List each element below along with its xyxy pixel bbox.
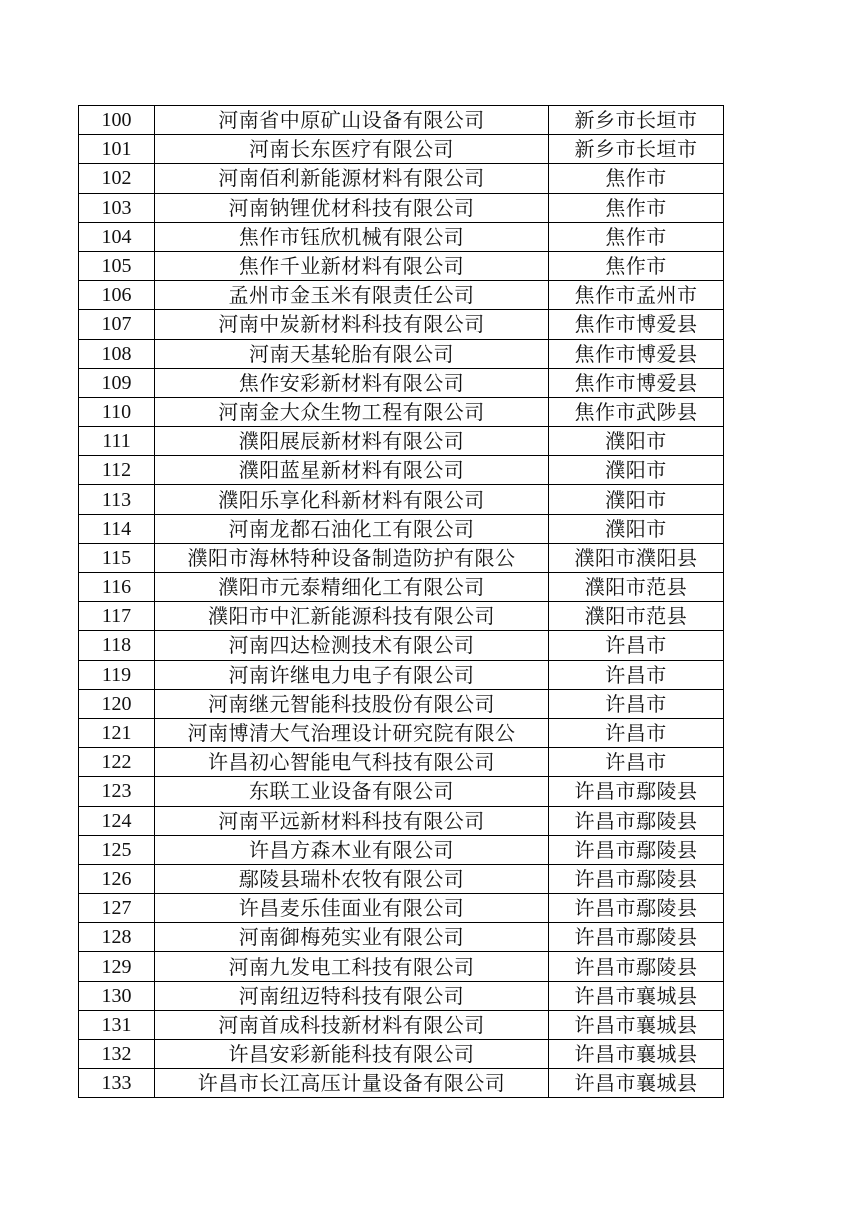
location: 许昌市襄城县 [549, 981, 724, 1010]
row-number: 115 [79, 543, 155, 572]
row-number: 130 [79, 981, 155, 1010]
location: 许昌市鄢陵县 [549, 864, 724, 893]
location: 焦作市 [549, 164, 724, 193]
table-row [79, 222, 724, 251]
location: 许昌市 [549, 718, 724, 747]
row-number: 107 [79, 310, 155, 339]
location: 濮阳市 [549, 456, 724, 485]
location: 许昌市襄城县 [549, 1040, 724, 1069]
row-number: 126 [79, 864, 155, 893]
company-name: 鄢陵县瑞朴农牧有限公司 [155, 864, 549, 893]
company-name: 河南博清大气治理设计研究院有限公 [155, 718, 549, 747]
company-name: 河南钠锂优材科技有限公司 [155, 193, 549, 222]
location: 新乡市长垣市 [549, 106, 724, 135]
location: 许昌市鄢陵县 [549, 777, 724, 806]
row-number: 108 [79, 339, 155, 368]
location: 焦作市博爱县 [549, 368, 724, 397]
table-row [79, 864, 724, 893]
row-number: 129 [79, 952, 155, 981]
company-name: 河南龙都石油化工有限公司 [155, 514, 549, 543]
company-name: 河南佰利新能源材料有限公司 [155, 164, 549, 193]
company-name: 河南金大众生物工程有限公司 [155, 397, 549, 426]
company-name: 濮阳市中汇新能源科技有限公司 [155, 602, 549, 631]
row-number: 102 [79, 164, 155, 193]
table-row [79, 251, 724, 280]
location: 焦作市博爱县 [549, 310, 724, 339]
table-row [79, 835, 724, 864]
table-row [79, 164, 724, 193]
row-number: 133 [79, 1069, 155, 1098]
table-row [79, 368, 724, 397]
table-row [79, 923, 724, 952]
row-number: 128 [79, 923, 155, 952]
location: 许昌市襄城县 [549, 1010, 724, 1039]
table-row [79, 193, 724, 222]
location: 许昌市鄢陵县 [549, 923, 724, 952]
location: 濮阳市 [549, 485, 724, 514]
row-number: 118 [79, 631, 155, 660]
table-row [79, 660, 724, 689]
location: 濮阳市 [549, 514, 724, 543]
location: 许昌市鄢陵县 [549, 806, 724, 835]
row-number: 105 [79, 251, 155, 280]
location: 濮阳市范县 [549, 573, 724, 602]
company-name: 河南长东医疗有限公司 [155, 135, 549, 164]
table-row [79, 981, 724, 1010]
row-number: 117 [79, 602, 155, 631]
row-number: 111 [79, 427, 155, 456]
row-number: 119 [79, 660, 155, 689]
location: 许昌市 [549, 660, 724, 689]
table-row [79, 397, 724, 426]
location: 许昌市 [549, 689, 724, 718]
company-name: 濮阳市元泰精细化工有限公司 [155, 573, 549, 602]
table-row [79, 894, 724, 923]
company-name: 许昌麦乐佳面业有限公司 [155, 894, 549, 923]
location: 许昌市襄城县 [549, 1069, 724, 1098]
company-name: 河南平远新材料科技有限公司 [155, 806, 549, 835]
company-name: 河南首成科技新材料有限公司 [155, 1010, 549, 1039]
company-name: 河南御梅苑实业有限公司 [155, 923, 549, 952]
location: 濮阳市范县 [549, 602, 724, 631]
company-name: 濮阳蓝星新材料有限公司 [155, 456, 549, 485]
table-row [79, 631, 724, 660]
row-number: 127 [79, 894, 155, 923]
row-number: 110 [79, 397, 155, 426]
row-number: 104 [79, 222, 155, 251]
row-number: 125 [79, 835, 155, 864]
location: 许昌市 [549, 748, 724, 777]
location: 焦作市博爱县 [549, 339, 724, 368]
company-name: 许昌市长江高压计量设备有限公司 [155, 1069, 549, 1098]
company-name: 许昌初心智能电气科技有限公司 [155, 748, 549, 777]
table-row [79, 514, 724, 543]
location: 许昌市鄢陵县 [549, 952, 724, 981]
location: 焦作市 [549, 251, 724, 280]
company-name: 河南省中原矿山设备有限公司 [155, 106, 549, 135]
company-name: 焦作安彩新材料有限公司 [155, 368, 549, 397]
company-name: 焦作市钰欣机械有限公司 [155, 222, 549, 251]
company-name: 濮阳市海林特种设备制造防护有限公 [155, 543, 549, 572]
table-row [79, 573, 724, 602]
company-name: 濮阳展辰新材料有限公司 [155, 427, 549, 456]
row-number: 122 [79, 748, 155, 777]
location: 焦作市 [549, 193, 724, 222]
company-name: 东联工业设备有限公司 [155, 777, 549, 806]
table-row [79, 543, 724, 572]
company-name: 河南继元智能科技股份有限公司 [155, 689, 549, 718]
table-row [79, 106, 724, 135]
company-name: 河南四达检测技术有限公司 [155, 631, 549, 660]
row-number: 109 [79, 368, 155, 397]
row-number: 113 [79, 485, 155, 514]
company-name: 河南九发电工科技有限公司 [155, 952, 549, 981]
location: 焦作市孟州市 [549, 281, 724, 310]
row-number: 116 [79, 573, 155, 602]
row-number: 106 [79, 281, 155, 310]
company-name: 河南中炭新材料科技有限公司 [155, 310, 549, 339]
table-row [79, 748, 724, 777]
company-name: 河南纽迈特科技有限公司 [155, 981, 549, 1010]
company-name: 河南天基轮胎有限公司 [155, 339, 549, 368]
table-row [79, 1040, 724, 1069]
table-row [79, 777, 724, 806]
company-name: 濮阳乐享化科新材料有限公司 [155, 485, 549, 514]
location: 焦作市武陟县 [549, 397, 724, 426]
location: 濮阳市 [549, 427, 724, 456]
table-row [79, 281, 724, 310]
table-row [79, 485, 724, 514]
table-row [79, 456, 724, 485]
table-row [79, 1069, 724, 1098]
location: 许昌市 [549, 631, 724, 660]
table-row [79, 689, 724, 718]
row-number: 112 [79, 456, 155, 485]
row-number: 103 [79, 193, 155, 222]
row-number: 100 [79, 106, 155, 135]
row-number: 123 [79, 777, 155, 806]
table-row [79, 135, 724, 164]
location: 许昌市鄢陵县 [549, 835, 724, 864]
company-name: 河南许继电力电子有限公司 [155, 660, 549, 689]
row-number: 114 [79, 514, 155, 543]
company-name: 焦作千业新材料有限公司 [155, 251, 549, 280]
location: 焦作市 [549, 222, 724, 251]
company-table [78, 105, 724, 1098]
table-body [79, 106, 724, 1098]
row-number: 121 [79, 718, 155, 747]
company-name: 许昌方森木业有限公司 [155, 835, 549, 864]
row-number: 101 [79, 135, 155, 164]
row-number: 124 [79, 806, 155, 835]
row-number: 132 [79, 1040, 155, 1069]
location: 濮阳市濮阳县 [549, 543, 724, 572]
table-row [79, 1010, 724, 1039]
row-number: 120 [79, 689, 155, 718]
table-row [79, 718, 724, 747]
location: 新乡市长垣市 [549, 135, 724, 164]
table-row [79, 427, 724, 456]
table-row [79, 310, 724, 339]
row-number: 131 [79, 1010, 155, 1039]
location: 许昌市鄢陵县 [549, 894, 724, 923]
table-row [79, 952, 724, 981]
table-row [79, 339, 724, 368]
company-name: 孟州市金玉米有限责任公司 [155, 281, 549, 310]
company-name: 许昌安彩新能科技有限公司 [155, 1040, 549, 1069]
table-row [79, 806, 724, 835]
table-row [79, 602, 724, 631]
